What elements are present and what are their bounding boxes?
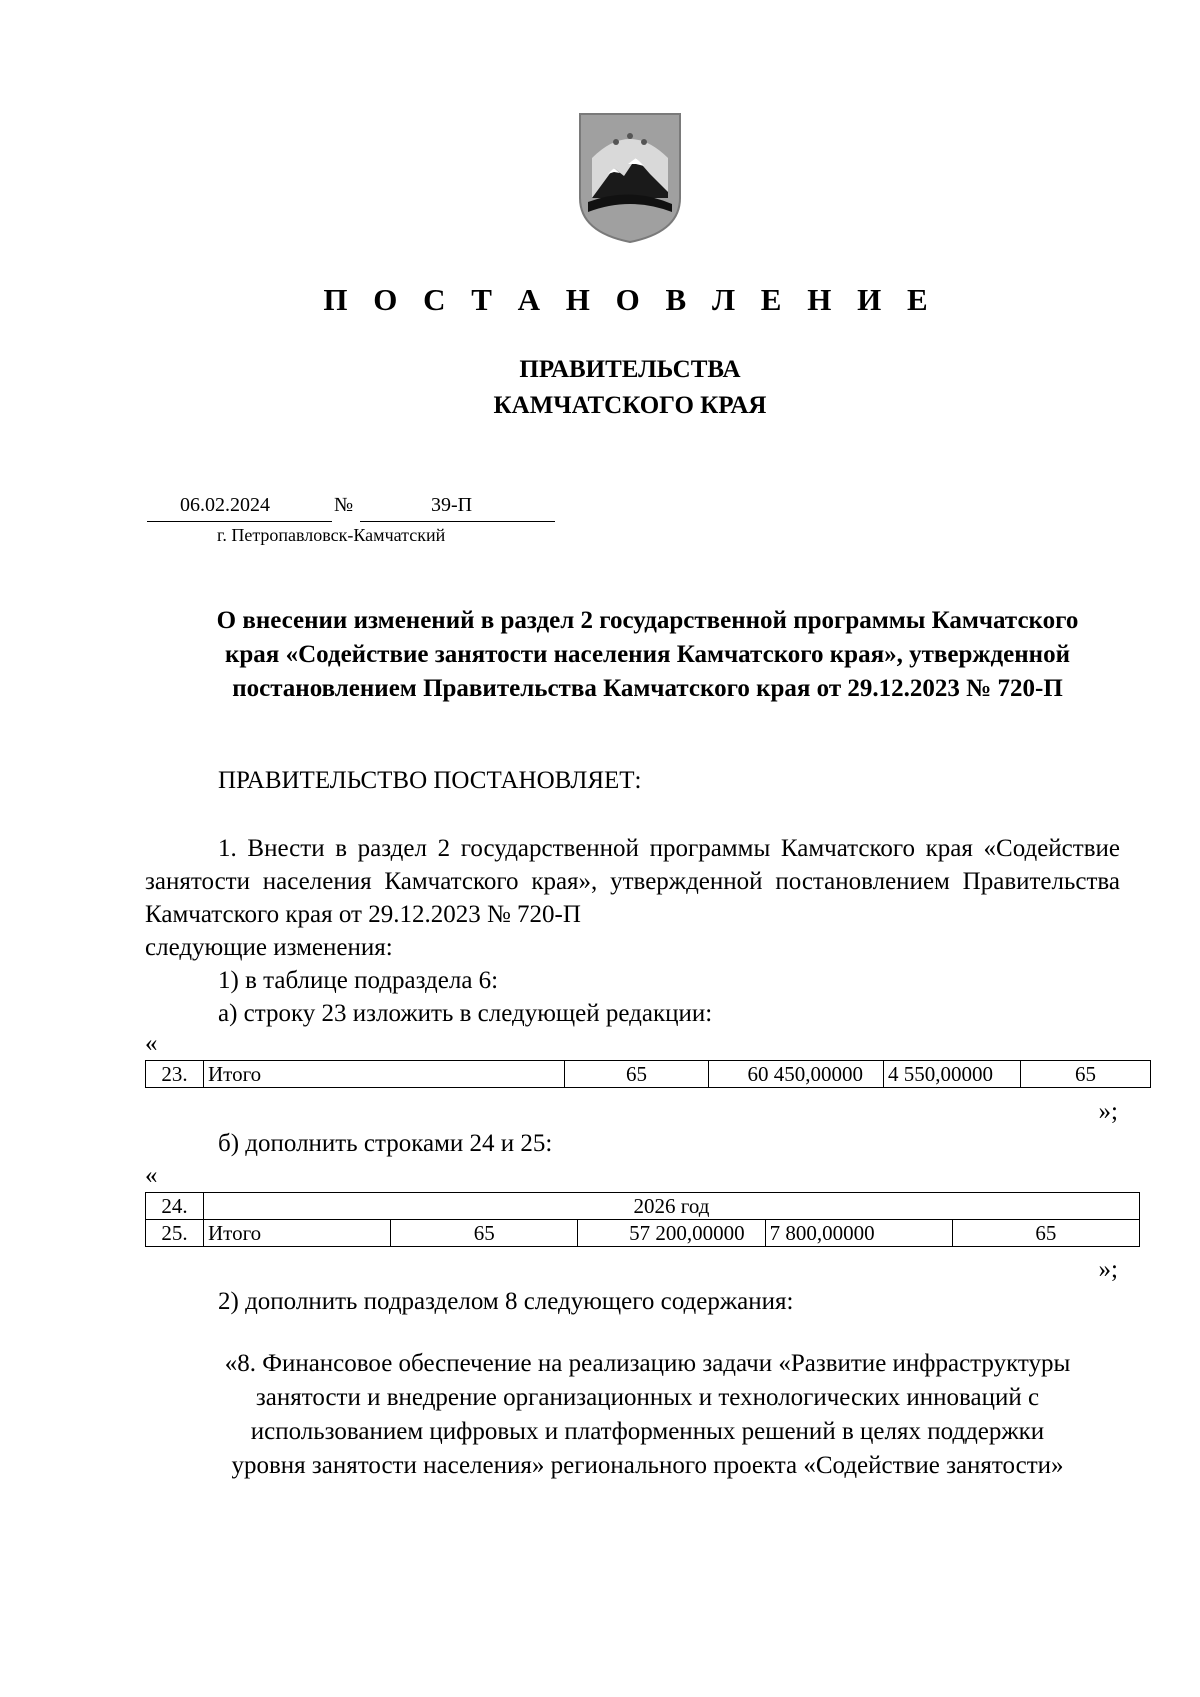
table-cell [578,1220,765,1247]
table-cell: 65 [565,1061,709,1088]
cell-value: 60 450,00000 [747,1062,863,1086]
document-number: 39-П [431,494,473,516]
table-cell: 23. [146,1061,204,1088]
close-quote: »; [1098,1098,1118,1125]
city: г. Петропавловск-Камчатский [217,525,446,545]
table-cell: Итого [204,1220,391,1247]
kamchatka-coat-of-arms-icon [578,112,682,244]
number-underline [360,521,555,522]
table-row [146,1061,1151,1088]
table-cell: 4 550,00000 [884,1061,1021,1088]
document-subject [150,604,1145,706]
item-1: 1) в таблице подраздела 6: [218,967,499,994]
issuing-authority [0,352,1200,424]
table-cell: 65 [952,1220,1139,1247]
table-cell: Итого [204,1061,565,1088]
table-cell: 7 800,00000 [765,1220,952,1247]
section-8-line: «8. Финансовое обеспечение на реализацию задачи «Развитие инфраструктуры [224,1350,1071,1377]
subject-line: О внесении изменений в раздел 2 государственной программы Камчатского [216,607,1079,634]
table-cell: 65 [391,1220,578,1247]
table-rows-24-25 [145,1192,1140,1247]
open-quote: « [145,1030,158,1057]
number-label: № [334,494,354,516]
authority-line: ПРАВИТЕЛЬСТВА [519,356,741,383]
section-8-line: использованием цифровых и платформенных решений в целях поддержки [250,1418,1045,1445]
subject-line: края «Содействие занятости населения Камчатского края», утвержденной [225,641,1070,668]
table-cell: 24. [146,1193,204,1220]
subject-line: постановлением Правительства Камчатского края от 29.12.2023 № 720-П [232,675,1063,702]
cell-value: 57 200,00000 [629,1221,745,1245]
item-2: 2) дополнить подразделом 8 следующего содержания: [218,1288,794,1315]
table-row [146,1220,1140,1247]
document-date: 06.02.2024 [180,494,270,516]
paragraph-1-text: 1. Внести в раздел 2 государственной программы Камчатского края «Содействие занятости населения Камчатского края», утвержденной постановлением Правительства Камчатского края от 29.12.2023 № 720-П [145,835,1120,928]
section-8-heading [150,1347,1145,1483]
authority-line: КАМЧАТСКОГО КРАЯ [493,392,767,419]
document-type: П О С Т А Н О В Л Е Н И Е [323,282,937,317]
paragraph-1-end: следующие изменения: [145,934,393,961]
item-1b: б) дополнить строками 24 и 25: [218,1130,553,1157]
decree-statement: ПРАВИТЕЛЬСТВО ПОСТАНОВЛЯЕТ: [218,767,642,794]
table-cell: 25. [146,1220,204,1247]
table-cell-year: 2026 год [204,1193,1140,1220]
date-underline [147,521,332,522]
section-8-line: уровня занятости населения» регионального проекта «Содействие занятости» [231,1452,1064,1479]
table-cell [709,1061,884,1088]
table-row [146,1193,1140,1220]
open-quote: « [145,1162,158,1189]
close-quote: »; [1098,1256,1118,1283]
table-row-23 [145,1060,1151,1088]
table-cell: 65 [1021,1061,1151,1088]
paragraph-1 [145,832,1120,964]
item-1a: а) строку 23 изложить в следующей редакции: [218,1000,713,1027]
section-8-line: занятости и внедрение организационных и технологических инноваций с [255,1384,1040,1411]
